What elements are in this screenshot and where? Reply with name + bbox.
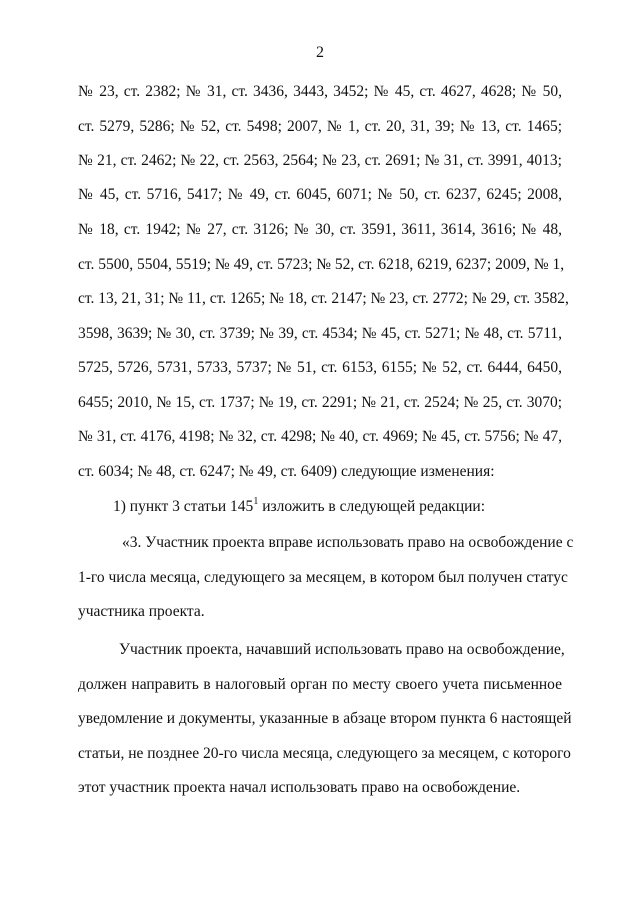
text-line: ст. 6034; № 48, ст. 6247; № 49, ст. 6409) следующие изменения: xyxy=(78,463,495,480)
text-line: ст. 5279, 5286; № 52, ст. 5498; 2007, № 1, ст. 20, 31, 39; № 13, ст. 1465; xyxy=(78,118,562,135)
text-line: ст. 13, 21, 31; № 11, ст. 1265; № 18, ст. 2147; № 23, ст. 2772; № 29, ст. 3582, xyxy=(78,290,569,307)
text-line: 1-го числа месяца, следующего за месяцем, в котором был получен статус xyxy=(78,569,568,586)
text-line: № 31, ст. 4176, 4198; № 32, ст. 4298; № 40, ст. 4969; № 45, ст. 5756; № 47, xyxy=(78,428,562,445)
text-line: участника проекта. xyxy=(78,603,205,620)
text-line: 3598, 3639; № 30, ст. 3739; № 39, ст. 4534; № 45, ст. 5271; № 48, ст. 5711, xyxy=(78,325,562,342)
article-superscript: 1 xyxy=(253,495,259,507)
amendment-item xyxy=(113,497,562,517)
amendment-item-text-end: изложить в следующей редакции: xyxy=(258,498,486,515)
text-line: статьи, не позднее 20-го числа месяца, следующего за месяцем, с которого xyxy=(78,745,571,762)
text-line: «3. Участник проекта вправе использовать право на освобождение с xyxy=(122,534,574,551)
text-line: Участник проекта, начавший использовать право на освобождение, xyxy=(119,641,565,658)
text-line: 5725, 5726, 5731, 5733, 5737; № 51, ст. 6153, 6155; № 52, ст. 6444, 6450, xyxy=(78,359,562,376)
text-line: ст. 5500, 5504, 5519; № 49, ст. 5723; № 52, ст. 6218, 6219, 6237; 2009, № 1, xyxy=(78,256,565,273)
text-line: № 23, ст. 2382; № 31, ст. 3436, 3443, 3452; № 45, ст. 4627, 4628; № 50, xyxy=(78,83,562,100)
text-line: 6455; 2010, № 15, ст. 1737; № 19, ст. 2291; № 21, ст. 2524; № 25, ст. 3070; xyxy=(78,394,562,411)
text-line: № 21, ст. 2462; № 22, ст. 2563, 2564; № 23, ст. 2691; № 31, ст. 3991, 4013; xyxy=(78,152,562,169)
text-line: этот участник проекта начал использовать право на освобождение. xyxy=(78,779,521,796)
text-line: уведомление и документы, указанные в абзаце втором пункта 6 настоящей xyxy=(78,710,572,727)
text-line: № 18, ст. 1942; № 27, ст. 3126; № 30, ст. 3591, 3611, 3614, 3616; № 48, xyxy=(78,221,562,238)
page-number: 2 xyxy=(316,44,324,61)
text-line: № 45, ст. 5716, 5417; № 49, ст. 6045, 6071; № 50, ст. 6237, 6245; 2008, xyxy=(78,186,562,203)
text-line: должен направить в налоговый орган по месту своего учета письменное xyxy=(78,676,562,693)
amendment-item-text: 1) пункт 3 статьи 145 xyxy=(113,498,254,515)
